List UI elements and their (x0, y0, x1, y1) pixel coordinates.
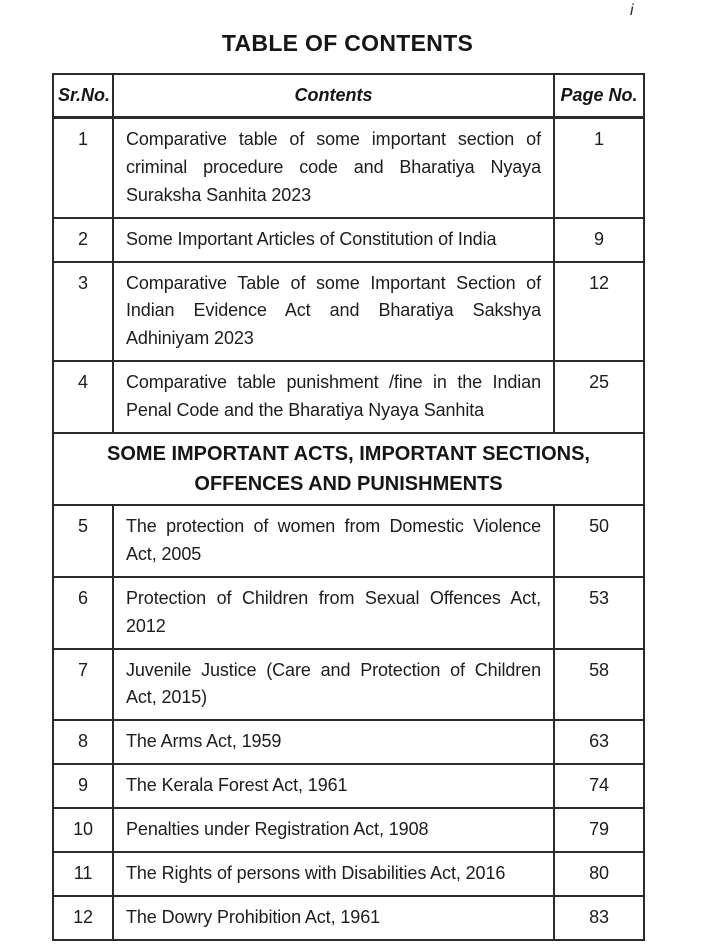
row-contents: The Dowry Prohibition Act, 1961 (113, 896, 554, 940)
row-page-no: 25 (554, 361, 644, 433)
header-sr-no: Sr.No. (53, 74, 113, 118)
table-row (53, 852, 644, 896)
row-page-no: 1 (554, 118, 644, 218)
toc-table-body (53, 118, 644, 940)
header-page-no: Page No. (554, 74, 644, 118)
row-sr-no: 6 (53, 577, 113, 649)
toc-table (52, 73, 645, 941)
row-sr-no: 1 (53, 118, 113, 218)
row-sr-no: 2 (53, 218, 113, 262)
table-row (53, 764, 644, 808)
row-contents: Juvenile Justice (Care and Protection of Children Act, 2015) (113, 649, 554, 721)
row-contents: Comparative table of some important section of criminal procedure code and Bharatiya Nyaya Suraksha Sanhita 2023 (113, 118, 554, 218)
row-sr-no: 11 (53, 852, 113, 896)
row-contents: The Kerala Forest Act, 1961 (113, 764, 554, 808)
row-contents: Some Important Articles of Constitution of India (113, 218, 554, 262)
table-row (53, 361, 644, 433)
row-sr-no: 9 (53, 764, 113, 808)
header-contents: Contents (113, 74, 554, 118)
row-contents: The Rights of persons with Disabilities Act, 2016 (113, 852, 554, 896)
table-row (53, 118, 644, 218)
row-page-no: 53 (554, 577, 644, 649)
row-sr-no: 8 (53, 720, 113, 764)
table-row (53, 649, 644, 721)
section-header-row (53, 433, 644, 505)
row-contents: Comparative Table of some Important Section of Indian Evidence Act and Bharatiya Sakshya Adhiniyam 2023 (113, 262, 554, 362)
row-page-no: 80 (554, 852, 644, 896)
row-sr-no: 3 (53, 262, 113, 362)
page-folio: i (630, 2, 634, 19)
table-row (53, 262, 644, 362)
row-contents: Penalties under Registration Act, 1908 (113, 808, 554, 852)
table-row (53, 577, 644, 649)
table-row (53, 896, 644, 940)
row-sr-no: 12 (53, 896, 113, 940)
row-page-no: 74 (554, 764, 644, 808)
table-row (53, 505, 644, 577)
row-page-no: 50 (554, 505, 644, 577)
row-page-no: 63 (554, 720, 644, 764)
section-header-title: SOME IMPORTANT ACTS, IMPORTANT SECTIONS, OFFENCES AND PUNISHMENTS (53, 433, 644, 505)
row-sr-no: 5 (53, 505, 113, 577)
row-sr-no: 4 (53, 361, 113, 433)
row-sr-no: 7 (53, 649, 113, 721)
toc-header-row (53, 74, 644, 118)
row-sr-no: 10 (53, 808, 113, 852)
page-title: TABLE OF CONTENTS (221, 30, 474, 56)
table-row (53, 720, 644, 764)
row-page-no: 58 (554, 649, 644, 721)
row-contents: The Arms Act, 1959 (113, 720, 554, 764)
row-page-no: 79 (554, 808, 644, 852)
row-contents: Comparative table punishment /fine in the Indian Penal Code and the Bharatiya Nyaya Sanhita (113, 361, 554, 433)
table-row (53, 808, 644, 852)
row-page-no: 83 (554, 896, 644, 940)
table-row (53, 218, 644, 262)
row-page-no: 12 (554, 262, 644, 362)
row-page-no: 9 (554, 218, 644, 262)
row-contents: The protection of women from Domestic Violence Act, 2005 (113, 505, 554, 577)
row-contents: Protection of Children from Sexual Offences Act, 2012 (113, 577, 554, 649)
